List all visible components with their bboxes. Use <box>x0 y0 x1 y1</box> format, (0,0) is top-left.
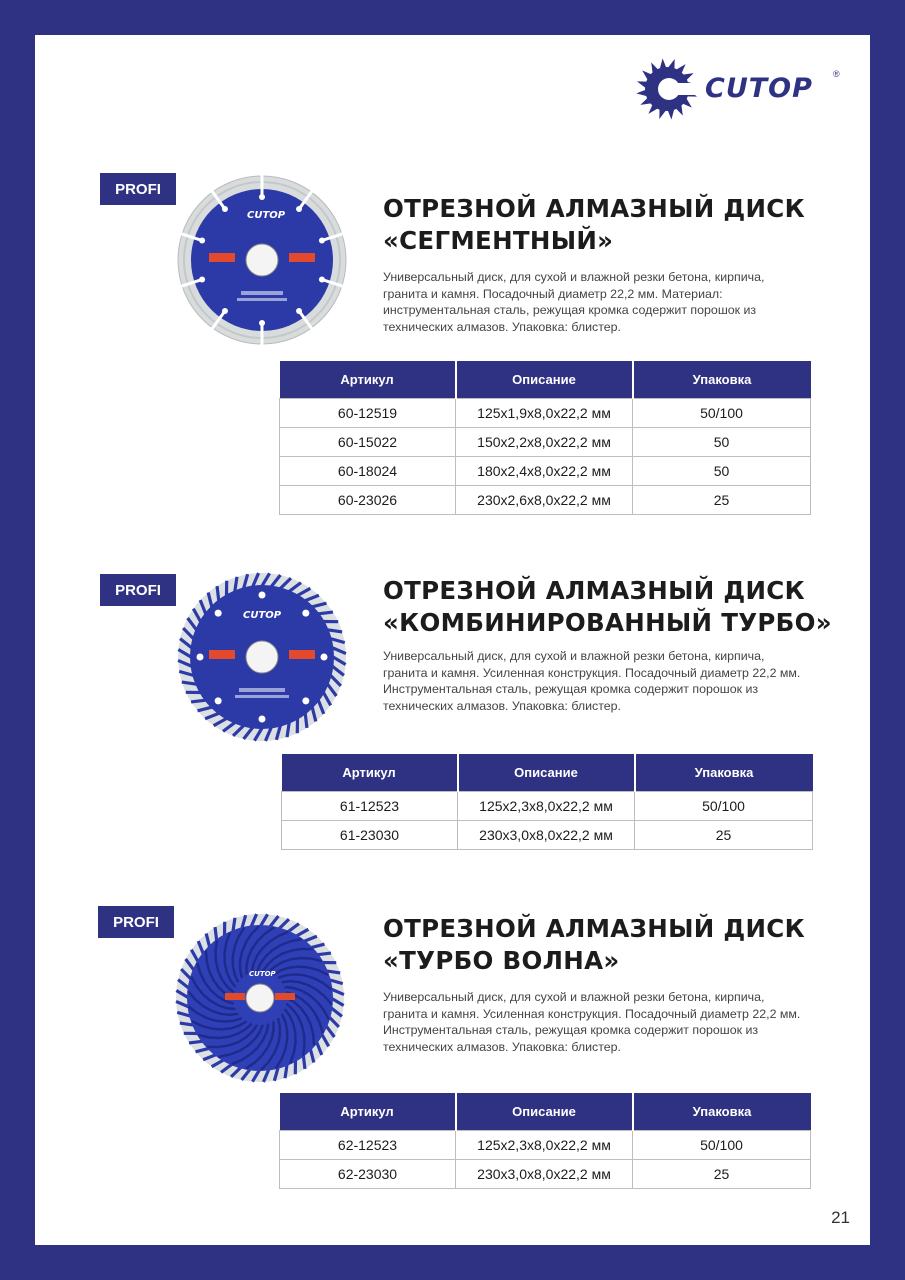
spec-table <box>279 361 811 515</box>
cell-packaging: 50/100 <box>633 1131 811 1160</box>
cell-packaging: 50/100 <box>633 399 811 428</box>
cell-description: 230х3,0х8,0х22,2 мм <box>458 821 635 850</box>
header-packaging: Упаковка <box>633 361 811 399</box>
product-description: Универсальный диск, для сухой и влажной резки бетона, кирпича, гранита и камня. Усиленная конструкция. Посадочный диаметр 22,2 мм. Инструментальная сталь, режущая кромка содержит порошок из технических алмазов. Упаковка: блистер. <box>383 990 801 1054</box>
cell-article: 60-23026 <box>280 486 456 515</box>
cell-article: 60-18024 <box>280 457 456 486</box>
title-line-2: «КОМБИНИРОВАННЫЙ ТУРБО» <box>383 608 832 637</box>
registered-mark: ® <box>833 69 840 79</box>
profi-badge: PROFI <box>98 906 174 938</box>
header-description: Описание <box>456 361 633 399</box>
header-description: Описание <box>458 754 635 792</box>
segmented-disc-image <box>177 175 347 345</box>
table-header-row <box>280 1093 811 1131</box>
table-header-row <box>282 754 813 792</box>
cell-description: 230х3,0х8,0х22,2 мм <box>456 1160 633 1189</box>
table-row <box>280 486 811 515</box>
header-article: Артикул <box>280 1093 456 1131</box>
table-row <box>282 792 813 821</box>
catalog-page <box>35 35 870 1245</box>
table-row <box>280 457 811 486</box>
header-article: Артикул <box>280 361 456 399</box>
cell-packaging: 50/100 <box>635 792 813 821</box>
cell-packaging: 25 <box>633 486 811 515</box>
cell-article: 62-12523 <box>280 1131 456 1160</box>
title-line-1: ОТРЕЗНОЙ АЛМАЗНЫЙ ДИСК <box>383 576 805 605</box>
cell-article: 60-12519 <box>280 399 456 428</box>
title-line-2: «СЕГМЕНТНЫЙ» <box>383 226 614 255</box>
svg-text:CUTOP: CUTOP <box>247 210 286 221</box>
table-row <box>280 1131 811 1160</box>
svg-text:CUTOP: CUTOP <box>249 970 276 978</box>
cell-packaging: 50 <box>633 428 811 457</box>
title-line-1: ОТРЕЗНОЙ АЛМАЗНЫЙ ДИСК <box>383 914 805 943</box>
cell-packaging: 50 <box>633 457 811 486</box>
cell-description: 150х2,2х8,0х22,2 мм <box>456 428 633 457</box>
profi-badge: PROFI <box>100 173 176 205</box>
header-description: Описание <box>456 1093 633 1131</box>
combined-turbo-disc-image <box>177 572 347 742</box>
header-packaging: Упаковка <box>633 1093 811 1131</box>
svg-text:CUTOP: CUTOP <box>243 610 282 621</box>
cell-description: 230х2,6х8,0х22,2 мм <box>456 486 633 515</box>
product-description: Универсальный диск, для сухой и влажной резки бетона, кирпича, гранита и камня. Посадочный диаметр 22,2 мм. Материал: инструментальная сталь, режущая кромка содержит порошок из технических алмазов. Упаковка: блистер. <box>383 270 765 334</box>
header-packaging: Упаковка <box>635 754 813 792</box>
brand-logo <box>635 57 845 119</box>
product-title <box>383 193 853 257</box>
title-line-2: «ТУРБО ВОЛНА» <box>383 946 620 975</box>
product-title <box>383 575 853 639</box>
table-row <box>280 428 811 457</box>
page-number: 21 <box>831 1208 850 1227</box>
spec-table <box>279 1093 811 1189</box>
product-title <box>383 913 853 977</box>
cell-packaging: 25 <box>635 821 813 850</box>
cell-article: 62-23030 <box>280 1160 456 1189</box>
saw-blade-icon <box>635 57 699 121</box>
table-row <box>282 821 813 850</box>
turbo-wave-disc-image <box>175 913 345 1083</box>
cell-description: 125х2,3х8,0х22,2 мм <box>456 1131 633 1160</box>
title-line-1: ОТРЕЗНОЙ АЛМАЗНЫЙ ДИСК <box>383 194 805 223</box>
cell-packaging: 25 <box>633 1160 811 1189</box>
cell-description: 125х1,9х8,0х22,2 мм <box>456 399 633 428</box>
table-row <box>280 399 811 428</box>
header-article: Артикул <box>282 754 458 792</box>
cell-article: 60-15022 <box>280 428 456 457</box>
cell-article: 61-23030 <box>282 821 458 850</box>
product-description: Универсальный диск, для сухой и влажной резки бетона, кирпича, гранита и камня. Усиленная конструкция. Посадочный диаметр 22,2 мм. Инструментальная сталь, режущая кромка содержит порошок из технических алмазов. Упаковка: блистер. <box>383 649 801 713</box>
table-row <box>280 1160 811 1189</box>
brand-name: CUTOP <box>705 73 813 104</box>
spec-table <box>281 754 813 850</box>
cell-article: 61-12523 <box>282 792 458 821</box>
cell-description: 125х2,3х8,0х22,2 мм <box>458 792 635 821</box>
profi-badge: PROFI <box>100 574 176 606</box>
table-header-row <box>280 361 811 399</box>
cell-description: 180х2,4х8,0х22,2 мм <box>456 457 633 486</box>
